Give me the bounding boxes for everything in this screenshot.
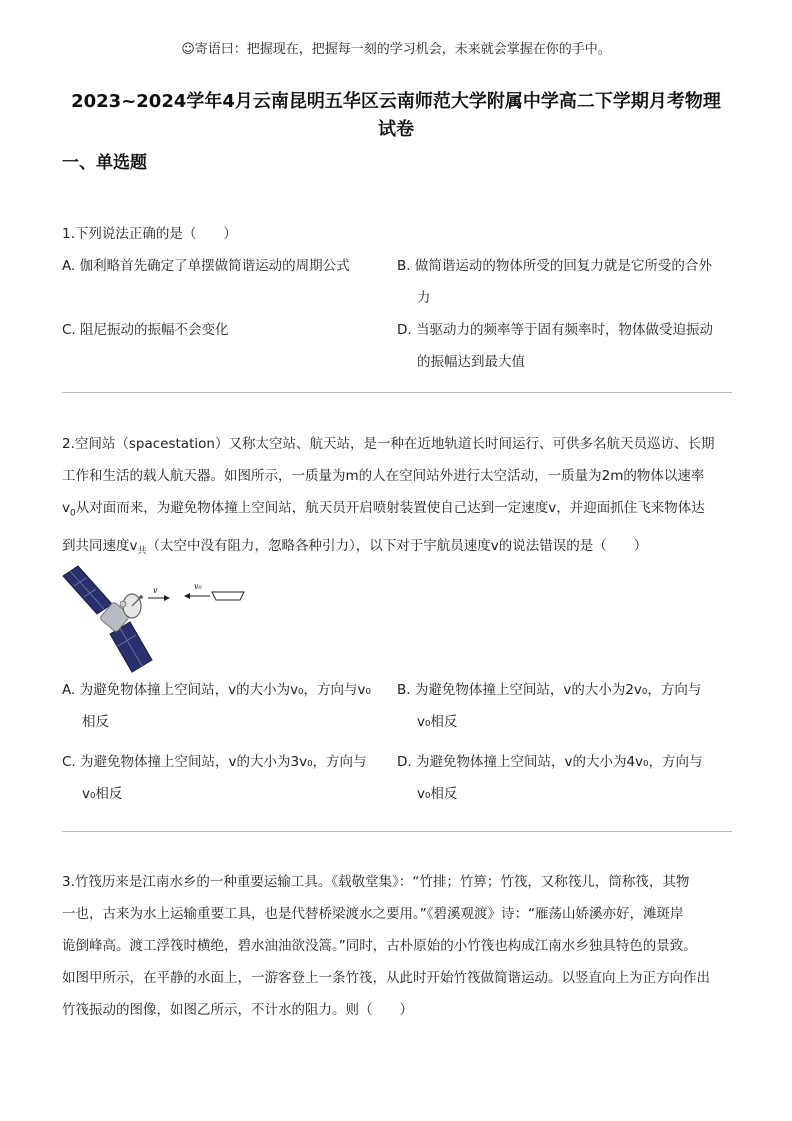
q2-option-c[interactable] [62, 746, 367, 810]
paper-title [40, 88, 752, 144]
q3-line-4: 如图甲所示，在平静的水面上，一游客登上一条竹筏，从此时开始竹筏做简谐运动。以竖直向上为正方向作出 [62, 970, 710, 986]
question-1-stem: 1.下列说法正确的是（ ） [62, 226, 237, 242]
incoming-object [212, 592, 244, 600]
q2-option-d[interactable] [397, 746, 702, 810]
q1-option-b-line2: 力 [417, 290, 431, 306]
q2-vgong-subscript: 共 [137, 546, 147, 557]
q2-option-c-line1: C. 为避免物体撞上空间站，v的大小为3v₀，方向与 [62, 754, 367, 770]
q3-line-1: 3.竹筏历来是江南水乡的一种重要运输工具。《载敬堂集》：“竹排；竹箅；竹筏，又称筏儿，筒称筏，其物 [62, 874, 690, 890]
divider [62, 831, 732, 832]
motto-line: ☺寄语曰：把握现在，把握每一刻的学习机会，未来就会掌握在你的手中。 [181, 42, 611, 57]
q3-line-3: 诡倒峰高。渡工浮筏时横绝，碧水油油欲没篙。”同时，古朴原始的小竹筏也构成江南水乡独具特色的景致。 [62, 938, 697, 954]
q1-option-d-line2: 的振幅达到最大值 [417, 354, 525, 370]
q2-v0-symbol: v [62, 500, 70, 516]
q2-option-d-line1: D. 为避免物体撞上空间站，v的大小为4v₀，方向与 [397, 754, 703, 770]
space-station-figure [60, 562, 260, 677]
q2-option-b-line2: v₀相反 [417, 714, 458, 730]
q2-option-b[interactable] [397, 674, 701, 738]
q2-option-b-line1: B. 为避免物体撞上空间站，v的大小为2v₀，方向与 [397, 682, 702, 698]
question-2-stem [62, 428, 734, 567]
q3-line-5: 竹筏振动的图像，如图乙所示，不计水的阻力。则（ ） [62, 1002, 413, 1018]
q1-option-b-line1: B. 做简谐运动的物体所受的回复力就是它所受的合外 [397, 258, 712, 274]
solar-panel-upper [63, 566, 112, 614]
q1-option-a[interactable]: A. 伽利略首先确定了单摆做简谐运动的周期公式 [62, 258, 350, 274]
divider [62, 392, 732, 393]
q3-line-2: 一也，古来为水上运输重要工具，也是代替桥梁渡水之要用。”《碧溪观渡》诗：“雁荡山娇溪亦好，滩斑岸 [62, 906, 684, 922]
q2-option-a[interactable] [62, 674, 371, 738]
q2-line-3 [62, 492, 734, 530]
q1-option-d-line1: D. 当驱动力的频率等于固有频率时，物体做受迫振动 [397, 322, 713, 338]
velocity-v-arrow [148, 586, 170, 601]
q2-option-d-line2: v₀相反 [417, 786, 458, 802]
q2-option-a-line1: A. 为避免物体撞上空间站，v的大小为v₀，方向与v₀ [62, 682, 371, 698]
q2-line-1: 2.空间站（spacestation）又称太空站、航天站，是一种在近地轨道长时间运行、可供多名航天员巡访、长期 [62, 436, 715, 452]
v-label: v [153, 586, 158, 595]
q1-option-c[interactable]: C. 阻尼振动的振幅不会变化 [62, 322, 229, 338]
q2-line-3-text: 从对面而来，为避免物体撞上空间站，航天员开启喷射装置使自己达到一定速度v，并迎面抓住飞来物体达 [75, 500, 705, 516]
title-line-2: 试卷 [378, 119, 414, 140]
q1-option-d[interactable] [397, 314, 713, 378]
q2-line-2: 工作和生活的载人航天器。如图所示，一质量为m的人在空间站外进行太空活动，一质量为2m的物体以速率 [62, 468, 705, 484]
q2-line-4-text: （太空中没有阻力，忽略各种引力），以下对于宇航员速度v的说法错误的是（ ） [146, 537, 648, 554]
q2-option-c-line2: v₀相反 [82, 786, 123, 802]
v0-label: v₀ [194, 582, 202, 591]
velocity-v0-arrow [184, 582, 210, 599]
q2-line-4-start: 到共同速度v [62, 537, 138, 554]
q1-option-b[interactable] [397, 250, 712, 314]
section-heading: 一、单选题 [62, 153, 147, 173]
q2-option-a-line2: 相反 [82, 714, 109, 730]
q2-v0-subscript: 0 [70, 508, 76, 519]
title-line-1: 2023~2024学年4月云南昆明五华区云南师范大学附属中学高二下学期月考物理 [71, 91, 721, 112]
question-3-stem [62, 866, 734, 1026]
